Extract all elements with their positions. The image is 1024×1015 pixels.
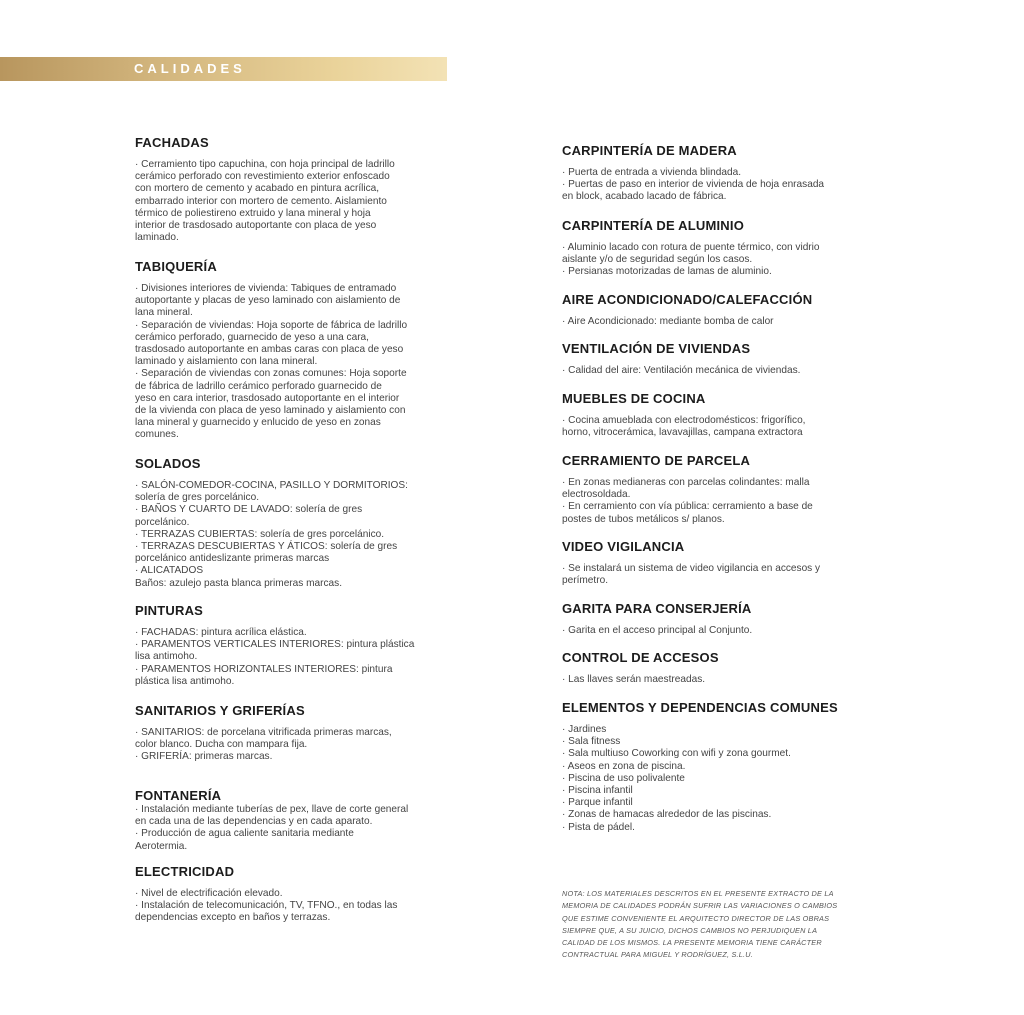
section-text-line: · Piscina de uso polivalente xyxy=(562,772,685,784)
section-heading: CONTROL DE ACCESOS xyxy=(562,650,719,665)
section-text-line: lana mineral. xyxy=(135,307,193,319)
section-left-1 xyxy=(135,259,470,442)
section-text-line: · Divisiones interiores de vivienda: Tabiques de entramado xyxy=(135,283,397,294)
section-text-line: · SALÓN-COMEDOR-COCINA, PASILLO Y DORMITORIOS: xyxy=(135,480,408,491)
section-left-3 xyxy=(135,603,470,688)
section-text-line: en cada una de las dependencias y en cada aparato. xyxy=(135,816,373,828)
section-text-line: · Sala fitness xyxy=(562,736,621,748)
section-right-2 xyxy=(562,292,872,328)
section-text-line: embarrado interior con mortero de cemento. Aislamiento xyxy=(135,195,387,207)
section-text-line: lisa antimoho. xyxy=(135,651,198,663)
page-title: CALIDADES xyxy=(134,61,246,76)
section-heading: MUEBLES DE COCINA xyxy=(562,391,706,406)
section-right-0 xyxy=(562,143,872,204)
section-text-line: cerámico perforado, guarnecido de yeso a una cara, xyxy=(135,331,369,343)
section-text-line: de la vivienda con placa de yeso laminado y aislamiento con xyxy=(135,405,406,417)
section-text-line: · TERRAZAS CUBIERTAS: solería de gres porcelánico. xyxy=(135,528,385,540)
section-heading: AIRE ACONDICIONADO/CALEFACCIÓN xyxy=(562,292,813,307)
section-heading: TABIQUERÍA xyxy=(135,259,217,274)
section-text-line: en block, acabado lacado de fábrica. xyxy=(562,191,727,203)
section-text-line: con mortero de cemento y acabado en pintura acrílica, xyxy=(135,183,380,195)
section-text-line: aislante y/o de seguridad según los casos. xyxy=(562,254,753,266)
section-right-7 xyxy=(562,601,872,637)
section-text-line: térmico de poliestireno extruido y lana mineral y hoja xyxy=(135,207,371,219)
section-text-line: · En zonas medianeras con parcelas colindantes: malla xyxy=(562,477,810,488)
section-text-line: · Puertas de paso en interior de vivienda de hoja enrasada xyxy=(562,179,825,191)
section-text-line: electrosoldada. xyxy=(562,489,631,501)
section-heading: ELEMENTOS Y DEPENDENCIAS COMUNES xyxy=(562,700,838,715)
section-text-line: trasdosado autoportante en ambas caras con placa de yeso xyxy=(135,344,404,356)
section-text-line: postes de tubos metálicos s/ planos. xyxy=(562,513,725,525)
section-text-line: · SANITARIOS: de porcelana vitrificada primeras marcas, xyxy=(135,727,392,738)
note-line: SIEMPRE QUE, A SU JUICIO, DICHOS CAMBIOS NO PERJUDIQUEN LA xyxy=(562,925,818,935)
section-text-line: · GRIFERÍA: primeras marcas. xyxy=(135,751,273,763)
section-text-line: porcelánico antideslizante primeras marcas xyxy=(135,553,330,565)
section-text-line: · Cerramiento tipo capuchina, con hoja principal de ladrillo xyxy=(135,159,395,170)
section-text-line: comunes. xyxy=(135,429,179,441)
section-text-line: color blanco. Ducha con mampara fija. xyxy=(135,739,308,751)
section-text-line: plástica lisa antimoho. xyxy=(135,675,235,687)
section-text-line: · Calidad del aire: Ventilación mecánica de viviendas. xyxy=(562,365,801,376)
section-text-line: · Zonas de hamacas alrededor de las piscinas. xyxy=(562,809,772,821)
section-text-line: yeso en cara interior, trasdosado autoportante en el interior xyxy=(135,392,400,404)
section-text-line: · Instalación mediante tuberías de pex, llave de corte general xyxy=(135,804,409,815)
section-left-4 xyxy=(135,703,470,764)
section-right-9 xyxy=(562,700,872,834)
title-banner xyxy=(0,57,447,81)
section-heading: ELECTRICIDAD xyxy=(135,864,235,879)
section-text-line: · Jardines xyxy=(562,724,607,735)
section-text-line: de fábrica de ladrillo cerámico perforado guarnecido de xyxy=(135,380,382,392)
note-line: CONTRACTUAL PARA MIGUEL Y RODRÍGUEZ, S.L.U. xyxy=(562,950,753,960)
section-text-line: · Parque infantil xyxy=(562,797,633,809)
section-text-line: · Separación de viviendas con zonas comunes: Hoja soporte xyxy=(135,368,407,380)
section-heading: SOLADOS xyxy=(135,456,201,471)
section-text-line: laminado. xyxy=(135,232,179,244)
section-right-6 xyxy=(562,539,872,587)
section-heading: PINTURAS xyxy=(135,603,204,618)
section-text-line: Baños: azulejo pasta blanca primeras marcas. xyxy=(135,577,343,589)
note-line: CALIDAD DE LOS MISMOS. LA PRESENTE MEMORIA TIENE CARÁCTER xyxy=(562,938,822,948)
section-text-line: · Sala multiuso Coworking con wifi y zona gourmet. xyxy=(562,748,791,760)
section-text-line: autoportante y placas de yeso laminado con aislamiento de xyxy=(135,295,401,307)
section-heading: VENTILACIÓN DE VIVIENDAS xyxy=(562,341,751,356)
note-line: MEMORIA DE CALIDADES PODRÁN SUFRIR LAS VARIACIONES O CAMBIOS xyxy=(562,901,838,911)
section-text-line: · Persianas motorizadas de lamas de aluminio. xyxy=(562,266,772,278)
section-text-line: lana mineral y guarnecido y enlucido de yeso en zonas xyxy=(135,417,381,429)
note-line: QUE ESTIME CONVENIENTE EL ARQUITECTO DIRECTOR DE LAS OBRAS xyxy=(562,913,830,923)
section-heading: SANITARIOS Y GRIFERÍAS xyxy=(135,703,305,718)
section-text-line: · PARAMENTOS VERTICALES INTERIORES: pintura plástica xyxy=(135,639,415,651)
section-heading: CERRAMIENTO DE PARCELA xyxy=(562,453,751,468)
section-right-4 xyxy=(562,391,872,439)
section-text-line: · Aluminio lacado con rotura de puente térmico, con vidrio xyxy=(562,242,820,253)
section-text-line: · PARAMENTOS HORIZONTALES INTERIORES: pintura xyxy=(135,663,393,675)
section-text-line: · Puerta de entrada a vivienda blindada. xyxy=(562,167,742,178)
section-text-line: · Aseos en zona de piscina. xyxy=(562,760,686,772)
section-left-5 xyxy=(135,788,470,853)
note-line: NOTA: LOS MATERIALES DESCRITOS EN EL PRESENTE EXTRACTO DE LA xyxy=(562,889,834,898)
section-text-line: porcelánico. xyxy=(135,516,190,528)
section-text-line: Aerotermia. xyxy=(135,840,188,852)
section-left-0 xyxy=(135,135,470,244)
section-text-line: · Pista de pádel. xyxy=(562,821,635,833)
section-right-8 xyxy=(562,650,872,686)
section-text-line: · ALICATADOS xyxy=(135,565,204,577)
legal-note xyxy=(562,888,882,962)
section-heading: FONTANERÍA xyxy=(135,788,222,803)
section-text-line: · Se instalará un sistema de video vigilancia en accesos y xyxy=(562,563,821,574)
section-right-1 xyxy=(562,218,872,279)
section-text-line: cerámico perforado con revestimiento exterior enfoscado xyxy=(135,171,390,183)
section-text-line: · Instalación de telecomunicación, TV, TFNO., en todas las xyxy=(135,900,398,912)
section-text-line: laminado y aislamiento con lana mineral. xyxy=(135,356,318,368)
section-text-line: solería de gres porcelánico. xyxy=(135,492,259,504)
section-text-line: · FACHADAS: pintura acrílica elástica. xyxy=(135,627,307,638)
section-right-3 xyxy=(562,341,872,377)
section-text-line: · TERRAZAS DESCUBIERTAS Y ÁTICOS: solería de gres xyxy=(135,541,398,553)
section-heading: FACHADAS xyxy=(135,135,209,150)
section-text-line: · Nivel de electrificación elevado. xyxy=(135,888,283,899)
section-left-2 xyxy=(135,456,470,590)
section-text-line: perímetro. xyxy=(562,575,608,587)
section-text-line: · Separación de viviendas: Hoja soporte de fábrica de ladrillo xyxy=(135,319,408,331)
section-text-line: · En cerramiento con vía pública: cerramiento a base de xyxy=(562,501,813,513)
section-text-line: · Piscina infantil xyxy=(562,785,633,797)
section-heading: CARPINTERÍA DE MADERA xyxy=(562,143,737,158)
section-heading: CARPINTERÍA DE ALUMINIO xyxy=(562,218,745,233)
section-text-line: dependencias excepto en baños y terrazas. xyxy=(135,912,331,924)
section-heading: GARITA PARA CONSERJERÍA xyxy=(562,601,752,616)
section-text-line: · Las llaves serán maestreadas. xyxy=(562,674,706,685)
section-text-line: · BAÑOS Y CUARTO DE LAVADO: solería de gres xyxy=(135,504,363,516)
section-text-line: horno, vitrocerámica, lavavajillas, campana extractora xyxy=(562,427,803,439)
section-right-5 xyxy=(562,453,872,526)
section-left-6 xyxy=(135,864,470,925)
section-text-line: · Producción de agua caliente sanitaria mediante xyxy=(135,828,354,840)
section-text-line: · Aire Acondicionado: mediante bomba de calor xyxy=(562,316,774,327)
section-heading: VIDEO VIGILANCIA xyxy=(562,539,685,554)
section-text-line: interior de trasdosado autoportante con placa de yeso xyxy=(135,220,377,232)
section-text-line: · Garita en el acceso principal al Conjunto. xyxy=(562,625,753,636)
section-text-line: · Cocina amueblada con electrodomésticos: frigorífico, xyxy=(562,415,806,426)
